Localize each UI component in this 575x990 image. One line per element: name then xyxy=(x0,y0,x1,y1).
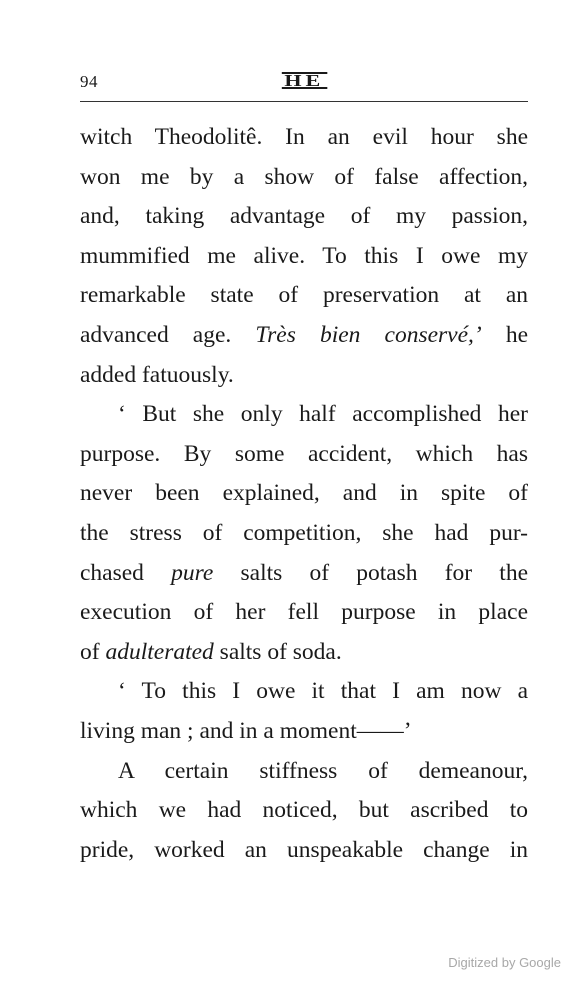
text-line: witch Theodolitê. In an evil hour she xyxy=(80,124,528,150)
paragraph xyxy=(80,672,528,751)
body-text xyxy=(80,118,528,870)
running-head xyxy=(80,71,528,91)
text-line: advanced age. Très bien conservé,’ he xyxy=(80,321,528,348)
text-line: of adulterated salts of soda. xyxy=(80,638,342,665)
text-line: the stress of competition, she had pur- xyxy=(80,519,528,546)
text-line: never been explained, and in spite of xyxy=(80,480,528,507)
text-line: execution of her fell purpose in place xyxy=(80,599,528,626)
text-line: and, taking advantage of my passion, xyxy=(80,203,528,230)
paragraph xyxy=(80,395,528,672)
italic-text: adulterated xyxy=(105,638,214,665)
paragraph xyxy=(80,752,528,871)
text-line: remarkable state of preservation at an xyxy=(80,282,528,309)
text-line: mummified me alive. To this I owe my xyxy=(80,242,528,269)
text-line: purpose. By some accident, which has xyxy=(80,440,528,467)
running-head-title: HE xyxy=(282,72,327,89)
text-line: chased pure salts of potash for the xyxy=(80,559,528,586)
text-line: won me by a show of false affection, xyxy=(80,163,528,190)
text-line: pride, worked an unspeakable change in xyxy=(80,836,528,863)
text-line: ‘ But she only half accomplished her xyxy=(118,401,528,428)
text-line: added fatuously. xyxy=(80,361,234,388)
italic-text: Très bien conservé,’ xyxy=(255,321,482,348)
text-line: living man ; and in a moment——’ xyxy=(80,717,412,744)
text-line: A certain stiffness of demeanour, xyxy=(118,757,528,784)
page-header xyxy=(80,68,528,100)
paragraph xyxy=(80,118,528,395)
header-rule xyxy=(80,101,528,102)
text-line: which we had noticed, but ascribed to xyxy=(80,797,528,824)
text-line: ‘ To this I owe it that I am now a xyxy=(118,678,528,705)
page-number: 94 xyxy=(80,72,98,91)
italic-text: pure xyxy=(171,559,214,586)
digitized-watermark: Digitized by Google xyxy=(448,955,561,970)
